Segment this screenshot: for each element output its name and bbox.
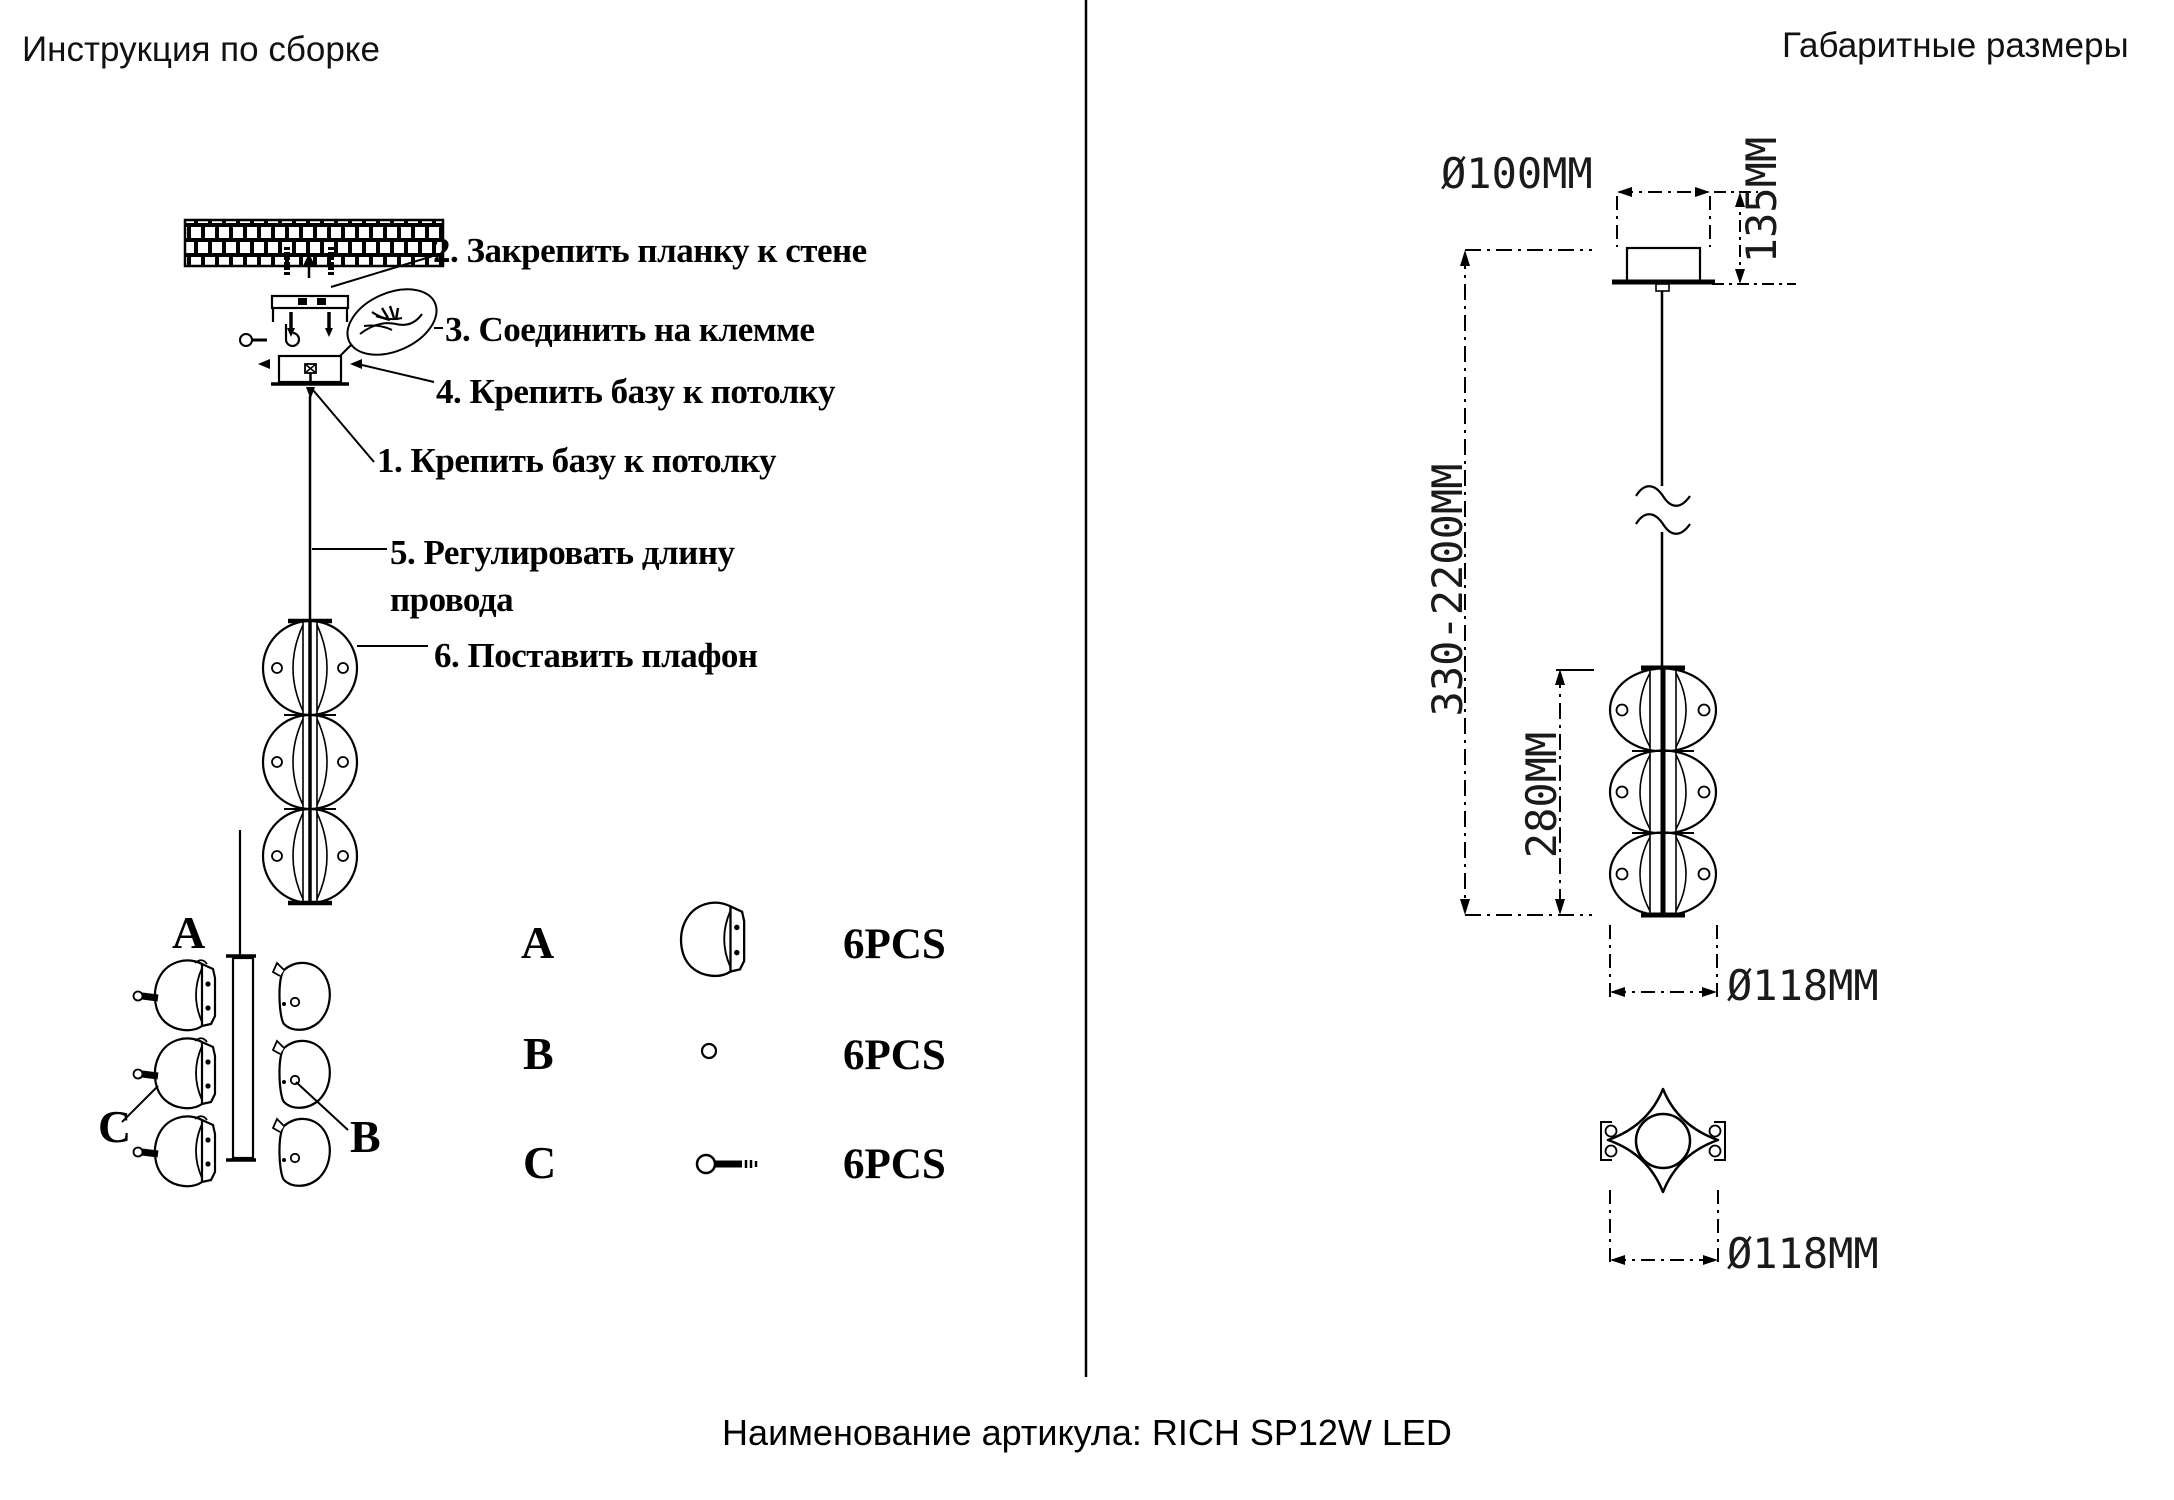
suspension-length-label: 330-2200MM xyxy=(1423,463,1472,717)
canopy xyxy=(1627,248,1700,281)
dim-canopy-height xyxy=(1712,137,1796,284)
screw-icon xyxy=(240,334,267,346)
center-rod xyxy=(233,958,253,1158)
part-b-icon xyxy=(702,1044,716,1058)
shade-diameter-label: Ø118MM xyxy=(1727,961,1879,1010)
terminal-callout xyxy=(337,276,446,367)
part-b-key: B xyxy=(523,1028,554,1079)
exploded-label-c: C xyxy=(98,1101,132,1152)
part-b-qty: 6PCS xyxy=(843,1032,946,1079)
article-name: Наименование артикула: RICH SP12W LED xyxy=(722,1412,1452,1453)
dim-bottom-view-diameter xyxy=(1610,1190,1879,1278)
canopy-diameter-label: Ø100MM xyxy=(1441,149,1593,198)
part-c-key: C xyxy=(523,1137,557,1188)
part-a-key: A xyxy=(521,917,555,968)
parts-list xyxy=(521,903,946,1188)
bottom-view-diameter-label: Ø118MM xyxy=(1727,1229,1879,1278)
shade-bottom-view xyxy=(1601,1089,1725,1192)
dim-suspension-length xyxy=(1423,250,1592,915)
step-1-label: 1. Крепить базу к потолку xyxy=(377,441,776,480)
step-2-label: 2. Закрепить планку к стене xyxy=(433,231,867,270)
step-5-label-line2: провода xyxy=(390,580,514,619)
dim-shade-height xyxy=(1517,669,1594,915)
exploded-label-a: A xyxy=(172,907,206,958)
assembly-title: Инструкция по сборке xyxy=(22,30,380,69)
exploded-label-b: B xyxy=(350,1111,381,1162)
arrow-left xyxy=(258,359,270,369)
shade-stack xyxy=(263,621,357,903)
dimensions-title: Габаритные размеры xyxy=(1782,26,2129,65)
canopy-height-label: 135MM xyxy=(1737,136,1786,264)
part-c-icon xyxy=(697,1155,756,1173)
shade-stack-dimensioned xyxy=(1610,668,1716,916)
wall-mount-drawing xyxy=(185,220,867,903)
cable-break-upper xyxy=(1636,486,1690,506)
brick-wall xyxy=(185,220,443,266)
part-a-icon xyxy=(681,903,744,976)
step-3-label: 3. Соединить на клемме xyxy=(445,310,815,349)
cable-break-lower xyxy=(1636,514,1690,534)
dim-shade-diameter xyxy=(1610,925,1879,1010)
step-5-label-line1: 5. Регулировать длину xyxy=(390,533,735,572)
step-4-label: 4. Крепить базу к потолку xyxy=(436,372,835,411)
ceiling-base xyxy=(258,356,362,399)
dim-canopy-diameter xyxy=(1441,149,1710,247)
step-6-label: 6. Поставить плафон xyxy=(434,636,758,675)
arrow-right xyxy=(350,359,362,369)
part-a-qty: 6PCS xyxy=(843,921,946,968)
dimension-drawing xyxy=(1423,137,1879,1278)
shade-height-label: 280MM xyxy=(1517,731,1566,859)
mounting-strap xyxy=(272,296,348,337)
part-c-qty: 6PCS xyxy=(843,1141,946,1188)
cord-grip xyxy=(1656,284,1669,291)
